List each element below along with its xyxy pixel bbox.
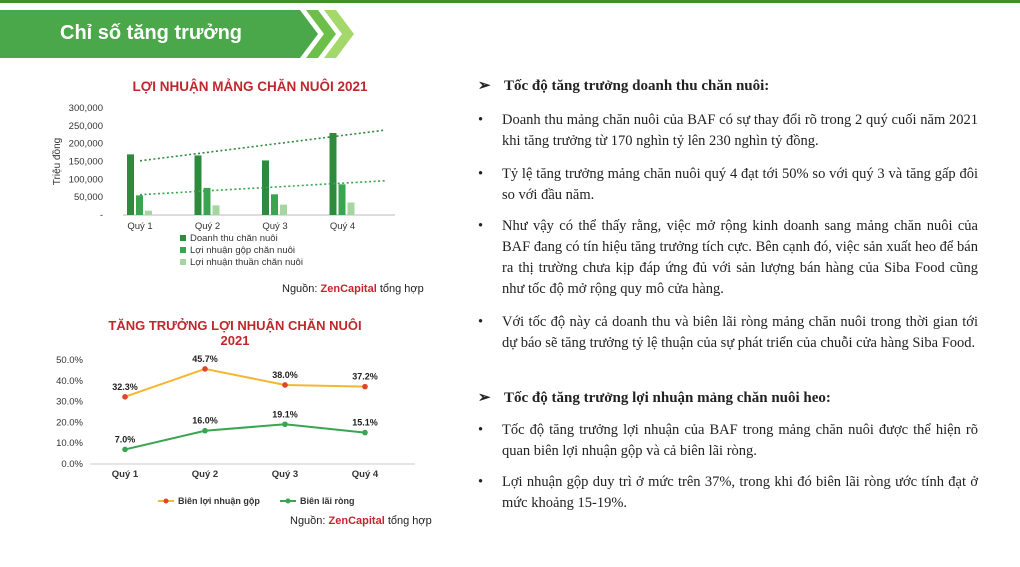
data-point xyxy=(362,430,368,436)
bar xyxy=(339,184,346,215)
source-suffix: tổng hợp xyxy=(376,283,424,295)
x-tick-label: Quý 3 xyxy=(271,469,299,480)
bar xyxy=(213,205,220,215)
bullet-dot-icon: • xyxy=(478,314,484,330)
legend-swatch xyxy=(180,259,186,265)
y-tick-label: 10.0% xyxy=(56,438,83,450)
bullet-dot-icon: • xyxy=(478,166,484,182)
data-label: 15.1% xyxy=(352,417,378,428)
bullet-text: Với tốc độ này cả doanh thu và biên lãi ròng mảng chăn nuôi trong thời gian tới dự báo sẽ tăng trưởng tỷ lệ thuận của sự phát triển của chuỗi cửa hàng Siba Food. xyxy=(502,314,978,351)
arrow-bullet-icon: ➢ xyxy=(478,78,491,94)
legend-marker xyxy=(286,499,291,504)
y-tick-label: 50.0% xyxy=(56,355,83,366)
data-point xyxy=(282,382,288,388)
bullet-text: Lợi nhuận gộp duy trì ở mức trên 37%, trong khi đó biên lãi ròng ước tính đạt ở mức khoảng 15-19%. xyxy=(502,474,978,511)
legend-label: Doanh thu chăn nuôi xyxy=(190,233,278,244)
y-tick-label: 150,000 xyxy=(68,156,103,168)
y-tick-label: 40.0% xyxy=(56,375,83,387)
data-point xyxy=(122,394,128,400)
source-prefix: Nguồn: xyxy=(290,515,329,527)
series-line xyxy=(125,369,365,397)
x-tick-label: Quý 1 xyxy=(111,469,139,480)
bar-chart-source xyxy=(282,283,424,295)
y-tick-label: 20.0% xyxy=(56,417,83,429)
data-point xyxy=(202,366,208,372)
y-tick-label: 200,000 xyxy=(68,138,103,150)
bar xyxy=(348,203,355,215)
line-chart-source xyxy=(290,515,432,527)
section-heading-profit xyxy=(478,388,831,407)
data-point xyxy=(202,428,208,434)
y-tick-label: 50,000 xyxy=(73,192,103,204)
data-label: 45.7% xyxy=(192,353,218,364)
y-tick-label: 100,000 xyxy=(68,174,103,186)
legend-label: Lợi nhuận gộp chăn nuôi xyxy=(190,245,296,256)
legend-marker xyxy=(164,499,169,504)
bullet-dot-icon: • xyxy=(478,422,484,438)
bar xyxy=(145,211,152,215)
legend-label: Lợi nhuận thuần chăn nuôi xyxy=(190,257,303,268)
bar xyxy=(136,195,143,215)
y-tick-label: 250,000 xyxy=(68,120,103,132)
source-suffix: tổng hợp xyxy=(384,515,432,527)
bar-chart xyxy=(40,96,460,296)
data-point xyxy=(282,421,288,427)
data-label: 37.2% xyxy=(352,371,378,382)
line-chart xyxy=(40,346,460,516)
line-chart-title xyxy=(70,318,400,348)
source-brand: ZenCapital xyxy=(328,515,385,527)
legend-label: Biên lãi ròng xyxy=(300,496,355,506)
heading-text: Tốc độ tăng trưởng doanh thu chăn nuôi: xyxy=(504,78,770,94)
trendline xyxy=(140,130,385,161)
data-label: 16.0% xyxy=(192,415,218,426)
data-point xyxy=(122,447,128,453)
x-tick-label: Quý 3 xyxy=(262,221,288,232)
x-tick-label: Quý 4 xyxy=(329,221,356,232)
bar xyxy=(195,155,202,215)
bullet-text: Tỷ lệ tăng trưởng mảng chăn nuôi quý 4 đạt tới 50% so với quý 3 và tăng gấp đôi so với đầu năm. xyxy=(502,166,978,203)
data-label: 32.3% xyxy=(112,381,138,392)
legend-label: Biên lợi nhuận gộp xyxy=(178,496,260,506)
bullet-text: Doanh thu mảng chăn nuôi của BAF có sự thay đổi rõ trong 2 quý cuối năm 2021 khi tăng trưởng từ 170 nghìn tỷ lên 230 nghìn tỷ đồng. xyxy=(502,112,978,149)
bar xyxy=(127,154,134,215)
y-tick-label: 30.0% xyxy=(56,396,83,408)
page-title: Chỉ số tăng trưởng xyxy=(60,22,243,44)
bullet-dot-icon: • xyxy=(478,474,484,490)
x-tick-label: Quý 1 xyxy=(127,221,153,232)
y-tick-label: 300,000 xyxy=(68,103,103,114)
x-tick-label: Quý 2 xyxy=(194,221,221,232)
bar-chart-title: LỢI NHUẬN MẢNG CHĂN NUÔI 2021 xyxy=(132,79,368,94)
bullet-dot-icon: • xyxy=(478,218,484,234)
data-label: 38.0% xyxy=(272,369,298,380)
data-point xyxy=(362,384,368,390)
line-chart-title-line1: TĂNG TRƯỞNG LỢI NHUẬN CHĂN NUÔI xyxy=(108,318,362,333)
x-tick-label: Quý 4 xyxy=(351,469,379,480)
section-heading-revenue xyxy=(478,76,769,95)
y-tick-label: 0.0% xyxy=(61,459,83,470)
bar xyxy=(204,188,211,215)
bar xyxy=(271,194,278,215)
data-label: 19.1% xyxy=(272,409,298,420)
bullet-text: Như vậy có thể thấy rằng, việc mở rộng kinh doanh sang mảng chăn nuôi của BAF đang có tín hiệu tăng trưởng tích cực. Bên cạnh đó, việc sản xuất heo để bán ra thị trường chưa kịp đáp ứng đủ với sản lượng bán hàng của Siba Food cũng như tốc độ mở rộng quy mô cửa hàng. xyxy=(502,218,978,297)
heading-text: Tốc độ tăng trưởng lợi nhuận mảng chăn nuôi heo: xyxy=(504,390,831,406)
data-label: 7.0% xyxy=(114,434,136,445)
y-axis-label: Triệu đồng xyxy=(52,137,63,186)
legend-swatch xyxy=(180,235,186,241)
bar xyxy=(330,133,337,215)
source-prefix: Nguồn: xyxy=(282,283,321,295)
source-brand: ZenCapital xyxy=(320,283,377,295)
arrow-bullet-icon: ➢ xyxy=(478,390,491,406)
y-tick-label: - xyxy=(99,210,103,221)
bullet-dot-icon: • xyxy=(478,112,484,128)
x-tick-label: Quý 2 xyxy=(191,469,219,480)
bullet-text: Tốc độ tăng trưởng lợi nhuận của BAF trong mảng chăn nuôi được thể hiện rõ quan biên lợi nhuận gộp và cả biên lãi ròng. xyxy=(502,422,978,459)
bar xyxy=(280,205,287,215)
series-line xyxy=(125,424,365,449)
line-chart-title-line2: 2021 xyxy=(220,333,250,348)
top-divider-line xyxy=(0,0,1020,3)
legend-swatch xyxy=(180,247,186,253)
